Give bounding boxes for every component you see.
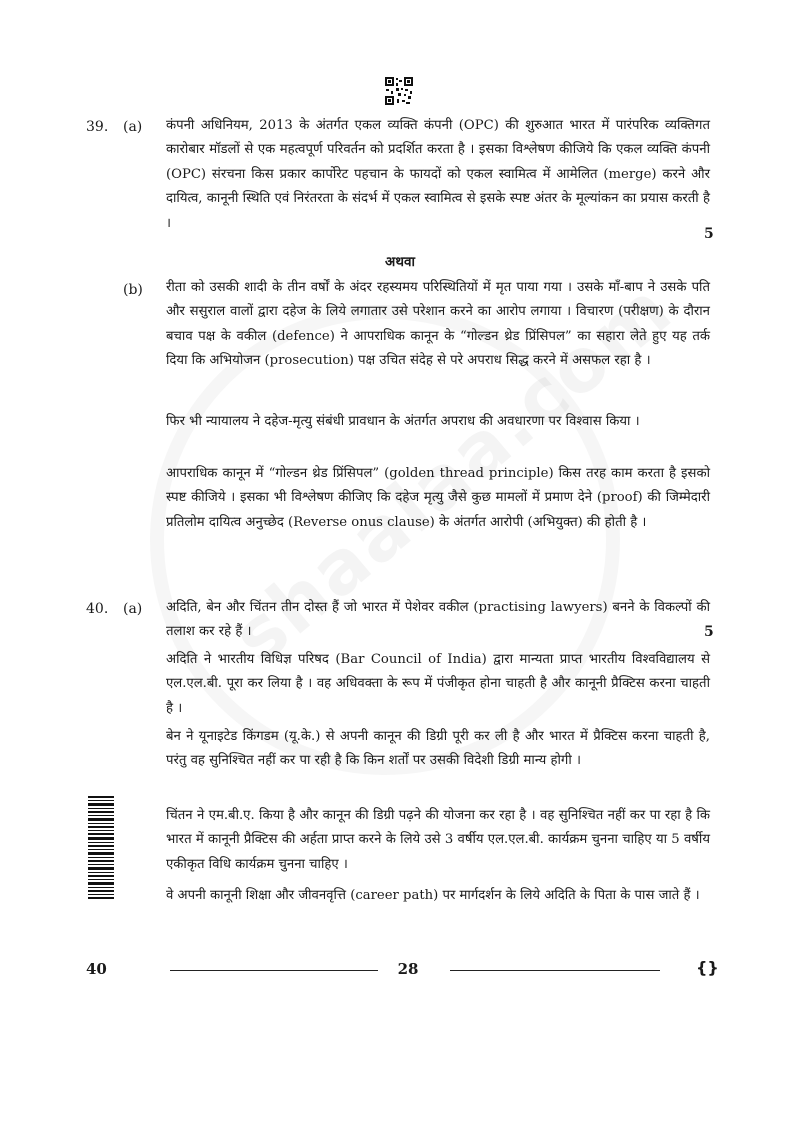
- marks: 5: [704, 226, 714, 242]
- question-39b-paragraph-3: आपराधिक कानून में “गोल्डन थ्रेड प्रिंसिपल” (golden thread principle) किस तरह काम करता है इसको स्पष्ट कीजिये । इसका भी विश्लेषण कीजिए कि दहेज मृत्यु जैसे कुछ मामलों में प्रमाण देने (proof) की जिम्मेदारी प्रतिलोम दायित्व अनुच्छेद (Reverse onus clause) के अंतर्गत आरोपी (अभियुक्त) की होती है ।: [166, 466, 710, 530]
- question-part-label: (b): [123, 282, 143, 298]
- barcode-icon: [88, 795, 114, 899]
- marks: 5: [704, 624, 714, 640]
- braces-symbol: {}: [696, 958, 719, 977]
- question-part-label: (a): [123, 119, 143, 135]
- question-part-label: (a): [123, 601, 143, 617]
- question-number: 40.: [86, 601, 109, 617]
- question-39b-paragraph-2: फिर भी न्यायालय ने दहेज-मृत्यु संबंधी प्रावधान के अंतर्गत अपराध की अवधारणा पर विश्वास किया ।: [166, 414, 640, 429]
- page-number: 28: [397, 960, 419, 978]
- question-number: 39.: [86, 119, 109, 135]
- question-40a-paragraph-5: वे अपनी कानूनी शिक्षा और जीवनवृत्ति (career path) पर मार्गदर्शन के लिये अदिति के पिता के पास जाते हैं ।: [166, 888, 700, 903]
- question-40a-paragraph-4: चिंतन ने एम.बी.ए. किया है और कानून की डिग्री पढ़ने की योजना कर रहा है । वह सुनिश्चित नहीं कर पा रहा है कि भारत में कानूनी प्रैक्टिस की अर्हता प्राप्त करने के लिये उसे 3 वर्षीय एल.एल.बी. कार्यक्रम चुनना चाहिए या 5 वर्षीय एकीकृत विधि कार्यक्रम चुनना चाहिए ।: [166, 808, 710, 872]
- question-39a-text: कंपनी अधिनियम, 2013 के अंतर्गत एकल व्यक्ति कंपनी (OPC) की शुरुआत भारत में पारंपरिक व्यक्तिगत कारोबार मॉडलों से एक महत्वपूर्ण परिवर्तन को प्रदर्शित करता है । इसका विश्लेषण कीजिये कि एकल व्यक्ति कंपनी (OPC) संरचना किस प्रकार कार्पोरेट पहचान के फायदों को एकल स्वामित्व में आमेलित (merge) करने और दायित्व, कानूनी स्थिति एवं निरंतरता के संदर्भ में एकल स्वामित्व से इसके स्पष्ट अंतर के मूल्यांकन का प्रयास करती है ।: [166, 118, 710, 231]
- question-40a-paragraph-1: अदिति, बेन और चिंतन तीन दोस्त हैं जो भारत में पेशेवर वकील (practising lawyers) बनने के विकल्पों की तलाश कर रहे हैं ।: [166, 600, 710, 640]
- page-code: 40: [86, 960, 107, 978]
- or-divider: अथवा: [385, 254, 415, 270]
- question-40a-paragraph-3: बेन ने यूनाइटेड किंगडम (यू.के.) से अपनी कानून की डिग्री पूरी कर ली है और भारत में प्रैक्टिस करना चाहती है, परंतु वह सुनिश्चित नहीं कर पा रही है कि किन शर्तों पर उसकी विदेशी डिग्री मान्य होगी ।: [166, 729, 710, 769]
- footer-rule-right: [450, 970, 660, 971]
- qr-code-icon: [384, 76, 414, 106]
- footer-rule-left: [170, 970, 378, 971]
- question-40a-paragraph-2: अदिति ने भारतीय विधिज्ञ परिषद (Bar Council of India) द्वारा मान्यता प्राप्त भारतीय विश्वविद्यालय से एल.एल.बी. पूरा कर लिया है । वह अधिवक्ता के रूप में पंजीकृत होना चाहती है और कानूनी प्रैक्टिस करना चाहती है ।: [166, 652, 710, 716]
- question-39b-paragraph-1: रीता को उसकी शादी के तीन वर्षों के अंदर रहस्यमय परिस्थितियों में मृत पाया गया । उसके माँ-बाप ने उसके पति और ससुराल वालों द्वारा दहेज के लिये लगातार उसे परेशान करने का आरोप लगाया । विचारण (परीक्षण) के दौरान बचाव पक्ष के वकील (defence) ने आपराधिक कानून के “गोल्डन थ्रेड प्रिंसिपल” का सहारा लेते हुए यह तर्क दिया कि अभियोजन (prosecution) पक्ष उचित संदेह से परे अपराध सिद्ध करने में असफल रहा है ।: [166, 280, 710, 369]
